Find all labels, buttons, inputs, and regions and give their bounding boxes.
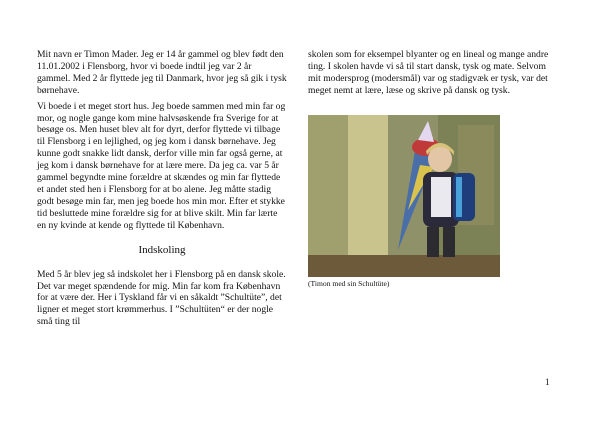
photo-caption: (Timon med sin Schultüte) — [308, 278, 390, 288]
paragraph-house: Vi boede i et meget stort hus. Jeg boede sammen med min far og mor, og nogle gange kom mine halvsøskende fra Sverige for at besøge os. Men huset blev alt for dyrt, derfor flyttede vi tilbage til Flensborg i en lejlighed, og jeg kom i dansk børnehave. Jeg kunne godt snakke lidt dansk, derfor ville min far også gerne, at jeg kom i dansk børnehave for at lære mere. Da jeg ca. var 5 år gammel begyndte mine forældre at skændes og min far flyttede et andet sted hen i Flensborg for at bo alene. Jeg måtte stadig godt besøge min far, men jeg boede hos min mor. Efter et stykke tid besluttede mine forældre sig for at blive skilt. Min far lærte en ny kvinde at kende og flyttede til København. — [37, 100, 286, 231]
photo-timon-schultuete — [308, 115, 500, 277]
paragraph-school-start: Med 5 år blev jeg så indskolet her i Flensborg på en dansk skole. Det var meget spændende for mig. Min far kom fra København for at være der. Her i Tyskland får vi en såkaldt ”Schultüte”, det ligner et meget stort krømmerhus. I ”Schultüten“ er der nogle små ting til — [37, 268, 286, 328]
paragraph-school-continued: skolen som for eksempel blyanter og en lineal og mange andre ting. I skolen havde vi så til start dansk, tysk og mate. Selvom mit modersprog (modersmål) var og stadigvæk er tysk, var det meget nemt at lære, læse og skrive på dansk og tysk. — [308, 49, 549, 96]
right-column — [308, 49, 556, 289]
section-heading: Indskoling — [138, 243, 186, 256]
paragraph-intro: Mit navn er Timon Mader. Jeg er 14 år gammel og blev født den 11.01.2002 i Flensborg, hvor vi boede indtil jeg var 2 år gammel. Med 2 år flyttede jeg til Danmark, hvor jeg så gik i tysk børnehave. — [37, 49, 287, 96]
photo-illustration — [308, 115, 500, 277]
left-column — [37, 49, 287, 328]
page-number: 1 — [545, 377, 550, 387]
